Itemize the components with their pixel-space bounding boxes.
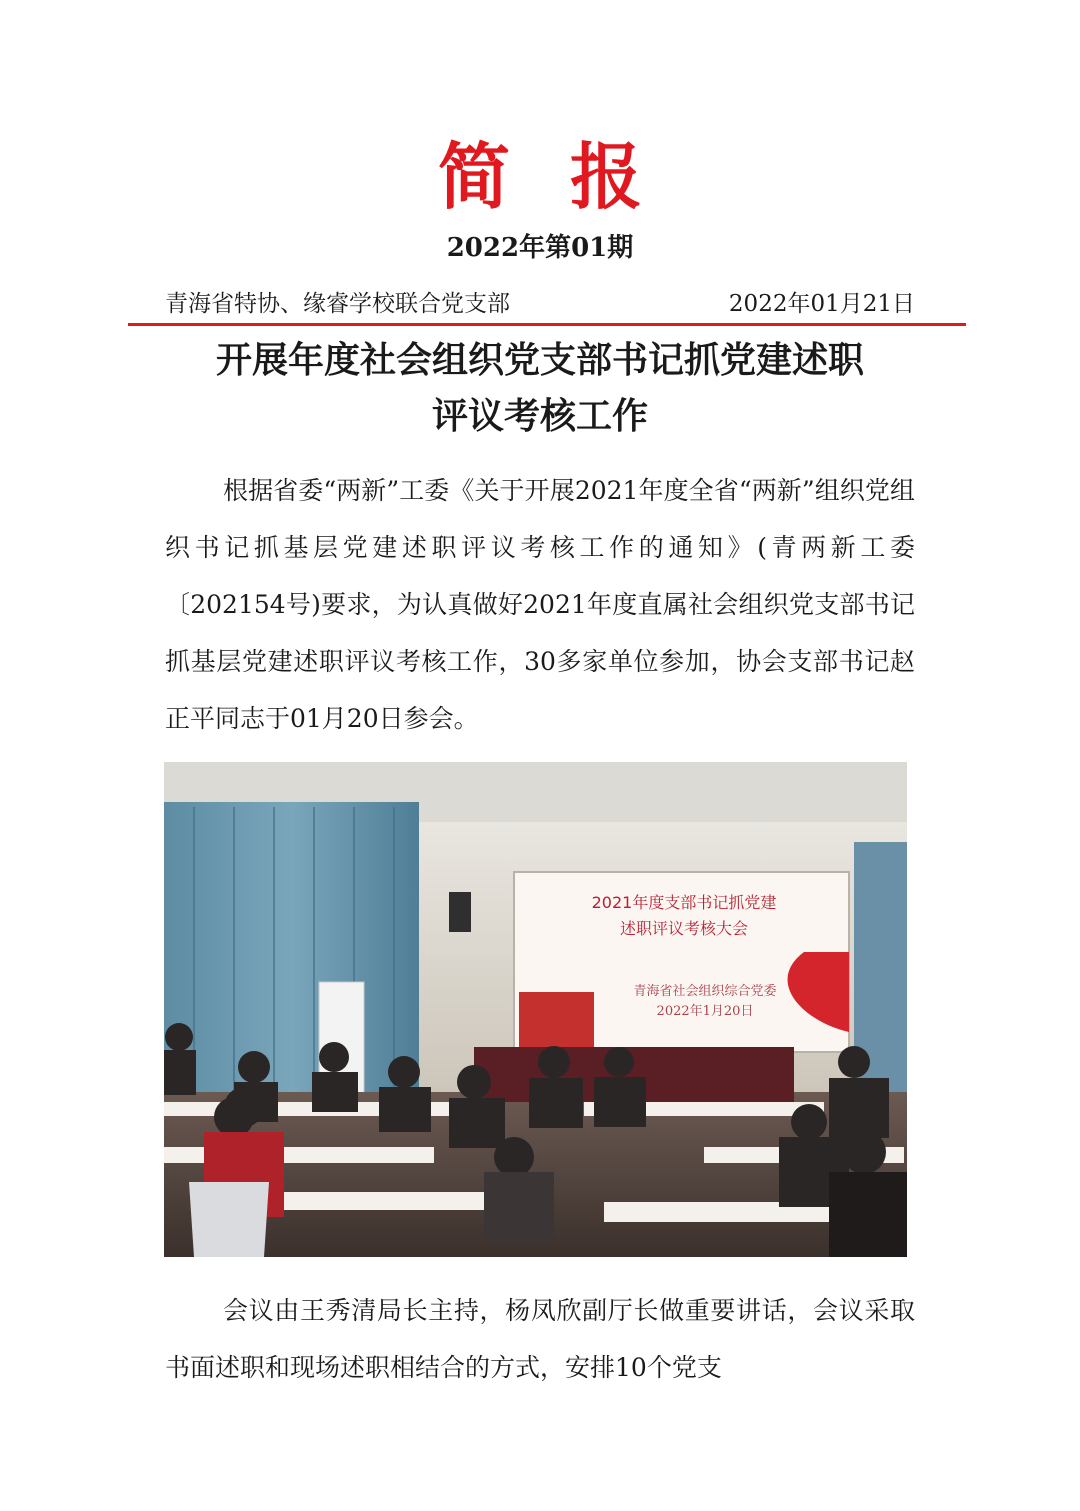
paragraph-2: 会议由王秀清局长主持，杨凤欣副厅长做重要讲话，会议采取书面述职和现场述职相结合的方式，安排10个党支 <box>165 1296 915 1382</box>
screen-subcaption <box>560 982 850 1022</box>
photo-front-person-head <box>842 1130 886 1174</box>
meta-row <box>165 286 915 322</box>
publish-date: 2022年01月21日 <box>728 291 915 317</box>
red-divider <box>128 323 966 326</box>
photo-person-head <box>224 1087 264 1127</box>
photo-curtain <box>164 802 419 1122</box>
headline-line-2: 评议考核工作 <box>431 396 648 437</box>
photo-grey-jacket <box>484 1172 554 1242</box>
organization-name: 青海省特协、缘睿学校联合党支部 <box>165 291 510 317</box>
masthead-title: 简报 <box>437 135 702 219</box>
screen-caption-line-1: 2021年度支部书记抓党建 <box>591 893 777 912</box>
headline-line-1: 开展年度社会组织党支部书记抓党建述职 <box>215 340 864 381</box>
paragraph-1: 根据省委“两新”工委《关于开展2021年度全省“两新”组织党组织书记抓基层党建述职评议考核工作的通知》(青两新工委〔202154号)要求，为认真做好2021年度直属社会组织党支部书记抓基层党建述职评议考核工作，30多家单位参加，协会支部书记赵正平同志于01月20日参会。 <box>165 476 915 733</box>
photo-front-person <box>829 1172 907 1257</box>
photo-chair <box>189 1182 269 1257</box>
screen-date: 2022年1月20日 <box>656 1004 754 1019</box>
issue-number: 2022年第01期 <box>446 233 634 263</box>
screen-caption-line-2: 述职评议考核大会 <box>619 919 748 938</box>
screen-caption <box>520 890 848 942</box>
headline <box>130 333 950 445</box>
screen-organization: 青海省社会组织综合党委 <box>633 984 777 999</box>
photo-speaker <box>449 892 471 932</box>
